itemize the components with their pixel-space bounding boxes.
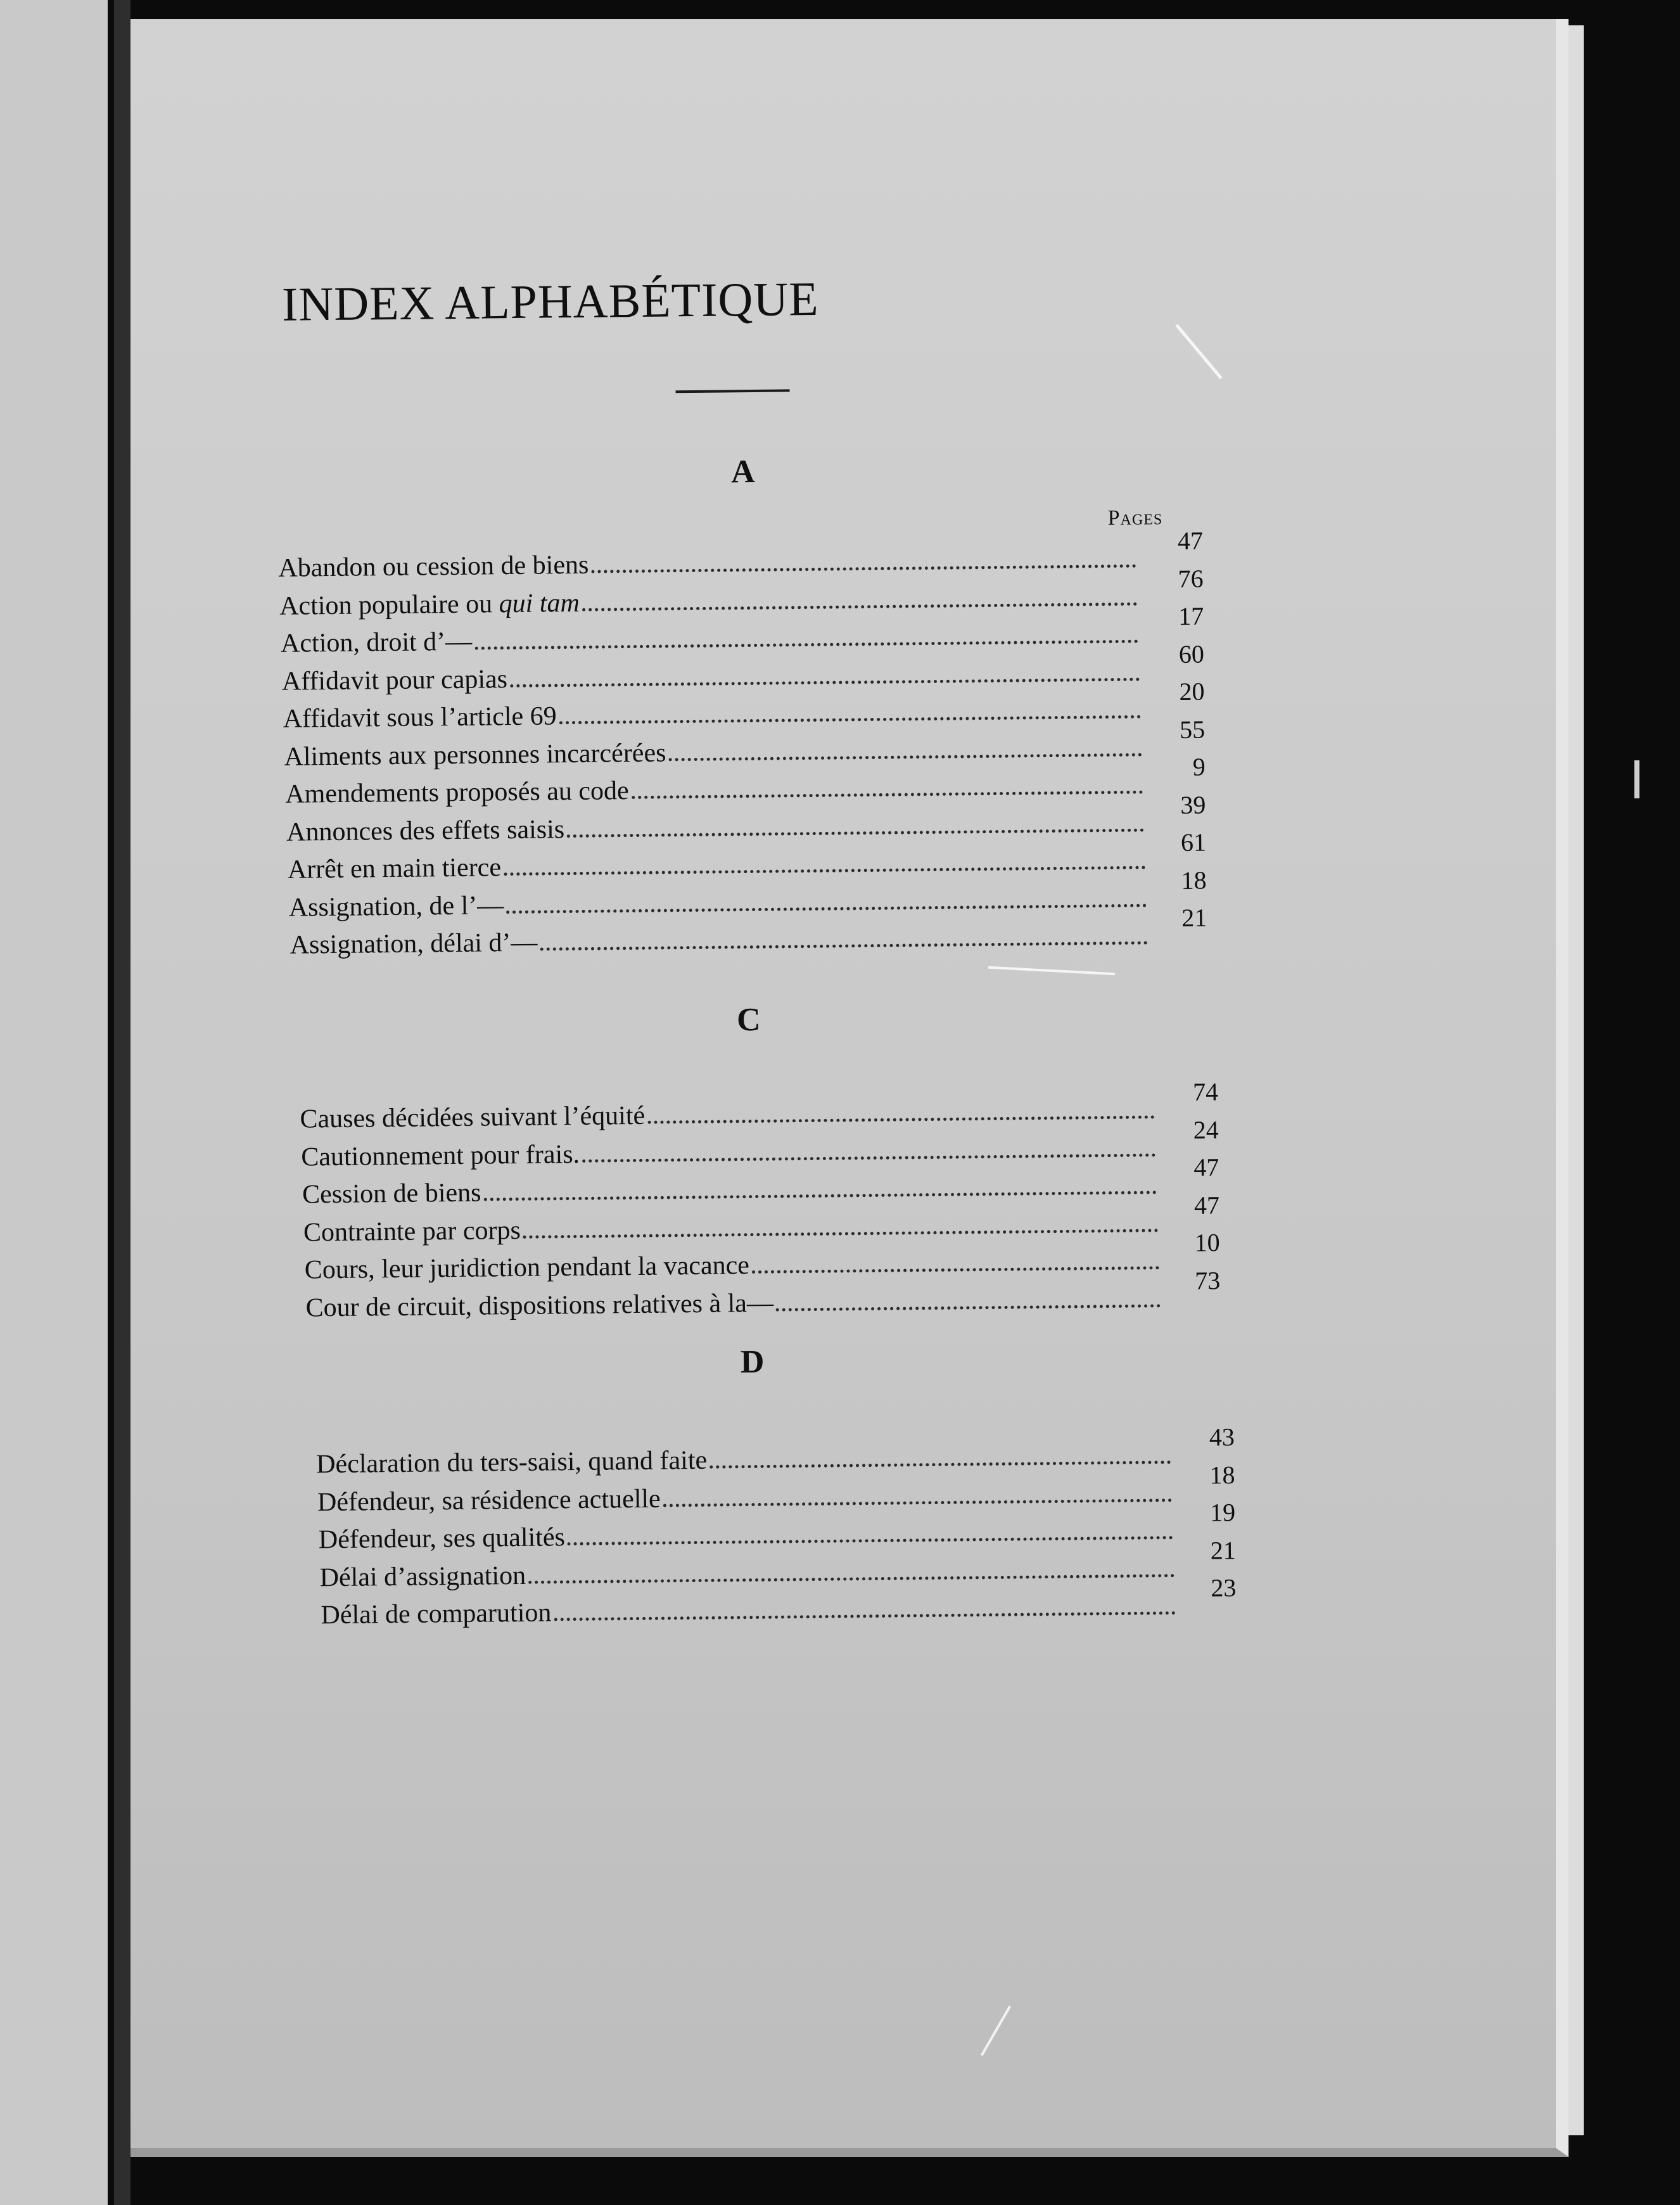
page-number: 19: [1209, 1498, 1236, 1527]
page-number: 43: [1209, 1422, 1235, 1452]
index-entry-text: [300, 1101, 645, 1135]
page-number: 24: [1193, 1115, 1219, 1144]
index-entry-text: [282, 664, 508, 697]
section-letter-c: C: [736, 1001, 761, 1039]
dot-leader: [567, 828, 1144, 838]
index-entry-text: [319, 1522, 565, 1555]
index-entry-text: [321, 1597, 551, 1630]
dot-leader: [710, 1460, 1171, 1469]
index-entry-label: Contrainte par corps: [303, 1215, 521, 1247]
index-page: [130, 19, 1569, 2157]
page-number: 60: [1178, 639, 1205, 668]
page-number: 17: [1178, 601, 1204, 630]
dot-leader: [647, 1115, 1154, 1123]
dot-leader: [632, 790, 1143, 799]
page-number: 47: [1193, 1190, 1220, 1220]
index-entry-text: [281, 627, 473, 659]
dot-leader: [568, 1535, 1173, 1545]
index-entry-label: Aliments aux personnes incarcérées: [284, 738, 666, 772]
page-number: 74: [1192, 1077, 1219, 1106]
index-entry-text: [284, 738, 666, 772]
page-title: INDEX ALPHABÉTIQUE: [281, 272, 820, 331]
index-entry-text: [279, 587, 580, 621]
page-number: 21: [1210, 1535, 1236, 1565]
index-entry-text: [301, 1139, 580, 1172]
dot-leader: [510, 677, 1140, 687]
index-entry-label: Action, droit d’—: [280, 627, 473, 658]
dot-leader: [504, 866, 1145, 876]
page-number: 61: [1180, 828, 1207, 857]
index-entry-label: Assignation, délai d’—: [290, 928, 538, 960]
index-entry-text: [303, 1215, 521, 1248]
left-page-edge: [0, 0, 108, 2205]
page-number: 9: [1192, 752, 1206, 781]
index-entry-text: [285, 776, 629, 810]
dot-leader: [506, 903, 1147, 914]
index-entry-text: [316, 1445, 707, 1480]
index-entry-text: [289, 890, 504, 923]
index-entry-label: Affidavit pour capias: [281, 664, 508, 696]
page-number: 21: [1181, 903, 1207, 932]
scratch-mark: [1634, 760, 1639, 798]
dot-leader: [591, 564, 1136, 573]
index-entry-text: [286, 814, 564, 848]
index-entry-label: Déclaration du ters-saisi, quand faite: [315, 1445, 708, 1480]
dot-leader: [474, 639, 1138, 650]
index-entry-text: [290, 928, 537, 961]
page-number: 18: [1181, 866, 1207, 895]
page-number: 55: [1179, 715, 1206, 744]
index-entry-label: Défendeur, sa résidence actuelle: [317, 1484, 661, 1517]
index-entry-label: Arrêt en main tierce: [287, 853, 502, 885]
index-entry-label: Délai de comparution: [321, 1598, 552, 1630]
index-entry-label: Action populaire ou: [279, 589, 499, 621]
index-entry-label: Cession de biens: [302, 1178, 481, 1210]
page-number: 23: [1211, 1573, 1237, 1602]
index-entry-label: Délai d’assignation: [319, 1561, 526, 1592]
index-entry-label: Causes décidées suivant l’équité: [300, 1101, 646, 1134]
index-entry-label: Affidavit sous l’article 69: [283, 701, 557, 734]
index-entry-text: [305, 1250, 750, 1285]
index-entry-text: [317, 1483, 661, 1518]
index-entry-label: Cours, leur juridiction pendant la vacance: [304, 1251, 750, 1285]
index-entry-label: Défendeur, ses qualités: [318, 1523, 566, 1555]
dot-leader: [582, 1153, 1155, 1162]
page-number: 20: [1179, 677, 1205, 706]
pages-column-heading: Pages: [1107, 506, 1163, 530]
page-stack-edge: [1569, 25, 1584, 2135]
dot-leader: [528, 1573, 1174, 1584]
index-entry-label: Cautionnement pour frais.: [301, 1139, 580, 1172]
index-entry-label: Cour de circuit, dispositions relatives à la—: [305, 1288, 774, 1322]
dot-leader: [484, 1190, 1157, 1201]
index-entry-label: Assignation, de l’—: [288, 890, 504, 923]
page-number: 47: [1193, 1153, 1219, 1182]
dot-leader: [663, 1498, 1172, 1507]
index-entry-italic: qui tam: [499, 588, 580, 618]
index-entry-text: [302, 1178, 481, 1210]
dot-leader: [582, 601, 1137, 611]
index-entry-text: [278, 550, 589, 584]
dot-leader: [776, 1303, 1161, 1311]
dot-leader: [540, 941, 1147, 951]
page-number: 10: [1194, 1228, 1220, 1257]
index-entry-text: [288, 852, 501, 885]
index-entry-text: [283, 701, 556, 734]
page-number: 39: [1180, 790, 1206, 819]
dot-leader: [554, 1611, 1175, 1621]
page-number: 73: [1195, 1265, 1221, 1295]
section-letter-d: D: [740, 1343, 765, 1381]
index-entry-label: Abandon ou cession de biens: [278, 550, 589, 583]
dot-leader: [752, 1265, 1159, 1274]
book-spine: [114, 0, 130, 2205]
index-entry-label: Annonces des effets saisis: [286, 814, 565, 847]
section-letter-a: A: [730, 453, 755, 490]
dot-leader: [523, 1228, 1158, 1238]
page-number: 47: [1177, 526, 1204, 555]
page-number: 76: [1178, 564, 1204, 593]
index-entry-text: [319, 1560, 526, 1592]
dot-leader: [668, 752, 1142, 761]
index-entry-text: [305, 1288, 773, 1323]
index-entry-label: Amendements proposés au code: [285, 776, 629, 809]
page-number: 18: [1209, 1460, 1235, 1490]
dot-leader: [559, 715, 1141, 725]
